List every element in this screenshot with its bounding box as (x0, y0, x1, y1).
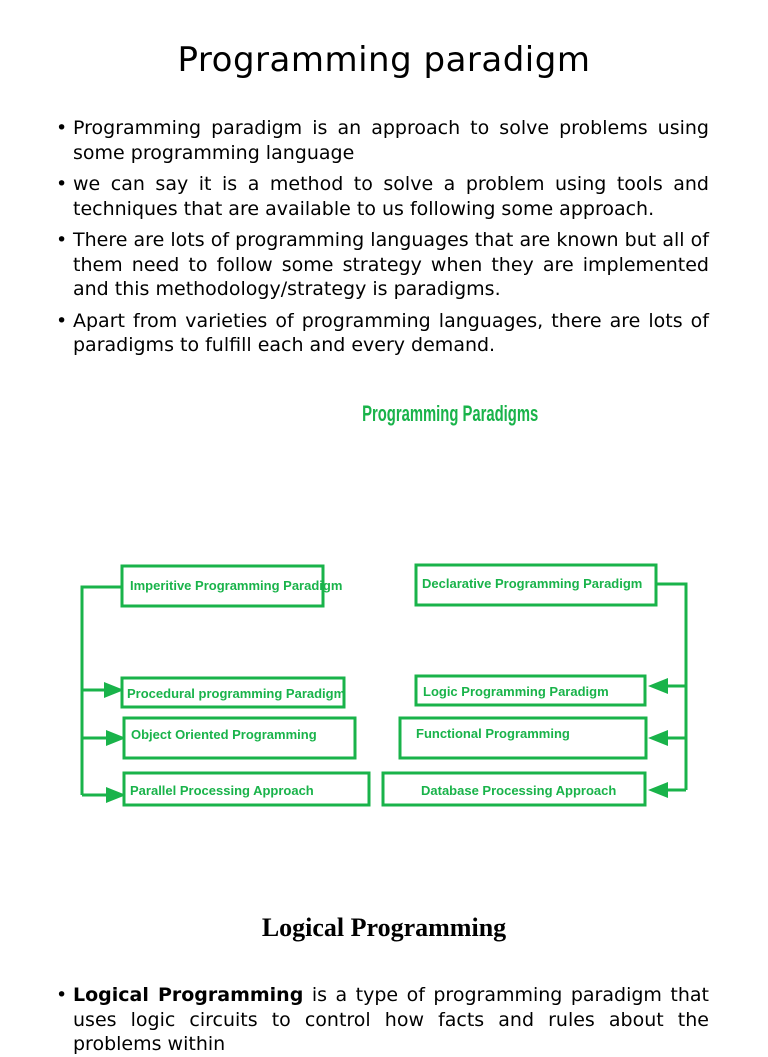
bullet-item: • There are lots of programming languages that are known but all of them need to follow some strategy when they are implemented and this methodology/strategy is paradigms. (56, 228, 709, 302)
bullet-item (56, 983, 709, 1057)
bullet-text: is a type of programming paradigm that uses logic circuits to control how facts and rules about the problems within (73, 984, 709, 1055)
intro-bullet-list (56, 116, 709, 365)
imperative-branch (82, 690, 108, 795)
bullet-item: • Apart from varieties of programming languages, there are lots of paradigms to fulfill each and every demand. (56, 309, 709, 358)
imperative-label: Imperitive Programming Paradigm (130, 578, 343, 593)
functional-label: Functional Programming (416, 726, 570, 741)
bullet-term: Logical Programming (73, 984, 304, 1006)
logic-bullet-list (56, 983, 709, 1057)
section-title: Logical Programming (261, 913, 507, 942)
bullet-item: • Programming paradigm is an approach to solve problems using some programming language (56, 116, 709, 165)
paradigms-diagram (0, 400, 768, 840)
diagram-title: Programming Paradigms (362, 400, 539, 426)
arrow-icon (648, 730, 668, 746)
procedural-label: Procedural programming Paradigm (127, 686, 346, 701)
arrow-icon (648, 678, 668, 694)
declarative-label: Declarative Programming Paradigm (422, 576, 643, 591)
arrow-icon (648, 782, 668, 798)
logic-label: Logic Programming Paradigm (423, 684, 609, 699)
bullet-item: • we can say it is a method to solve a problem using tools and techniques that are available to us following some approach. (56, 172, 709, 221)
database-label: Database Processing Approach (421, 783, 617, 798)
slide-title: Programming paradigm (177, 40, 591, 80)
parallel-label: Parallel Processing Approach (130, 783, 314, 798)
oop-label: Object Oriented Programming (131, 727, 317, 742)
